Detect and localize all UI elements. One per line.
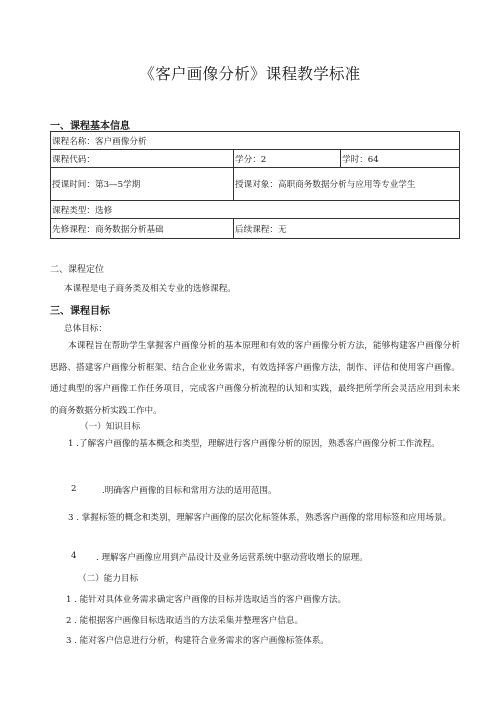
knowledge-item-1-text: 1 .了解客户画像的基本概念和类型，理解进行客户画像分析的原因，熟悉客户画像分析工作流程。 xyxy=(68,439,440,449)
knowledge-goal-heading: （一）知识目标 xyxy=(80,422,141,432)
course-name-cell: 课程名称：客户画像分析 xyxy=(52,136,147,147)
knowledge-item-1 xyxy=(50,434,460,456)
audience-cell: 授课对象：高职商务数据分析与应用等专业学生 xyxy=(233,168,459,200)
table-row xyxy=(51,201,459,219)
ability-item-1: 1 . 能针对具体业务需求确定客户画像的目标并选取适当的客户画像方法。 xyxy=(66,595,347,605)
course-code-cell: 课程代码： xyxy=(52,154,95,165)
knowledge-item-4-text: . 理解客户画像应用到产品设计及业务运营系统中驱动营收增长的原理。 xyxy=(96,553,368,563)
knowledge-item-4-number: 4 xyxy=(71,551,77,561)
table-row xyxy=(51,219,459,238)
overall-goal-paragraph xyxy=(50,336,460,422)
ability-item-3: 3 . 能对客户信息进行分析，构建符合业务需求的客户画像标签体系。 xyxy=(66,636,329,646)
course-info-table xyxy=(50,131,460,239)
credits-cell: 学分：2 xyxy=(233,150,340,167)
prerequisite-cell: 先修课程：商务数据分析基础 xyxy=(52,224,164,235)
table-row xyxy=(51,168,459,201)
term-cell: 授课时间：第3—5学期 xyxy=(52,180,141,190)
table-row xyxy=(51,132,459,150)
knowledge-item-2-number: 2 xyxy=(71,484,77,494)
section-heading-objectives: 三、课程目标 xyxy=(50,306,110,317)
course-type-cell: 课程类型：选修 xyxy=(52,205,113,216)
followup-course-cell: 后续课程：无 xyxy=(233,219,459,238)
positioning-text: 本课程是电子商务类及相关专业的选修课程。 xyxy=(64,284,236,294)
knowledge-item-2-text: .明确客户画像的目标和常用方法的适用范围。 xyxy=(102,486,277,496)
hours-cell: 学时：64 xyxy=(340,150,459,167)
knowledge-item-3-text: 3 . 掌握标签的概念和类别，理解客户画像的层次化标签体系，熟悉客户画像的常用标签和应用场景。 xyxy=(68,513,452,523)
ability-item-2: 2 . 能根据客户画像目标选取适当的方法采集并整理客户信息。 xyxy=(66,616,304,626)
table-row xyxy=(51,150,459,168)
section-heading-basic-info: 一、课程基本信息 xyxy=(50,121,130,132)
section-heading-positioning: 二、课程定位 xyxy=(50,265,105,275)
overall-goal-label: 总体目标： xyxy=(64,324,107,334)
knowledge-item-3 xyxy=(50,508,460,530)
ability-goal-heading: （二）能力目标 xyxy=(78,574,139,584)
overall-goal-text: 本课程旨在帮助学生掌握客户画像分析的基本原理和有效的客户画像分析方法，能够构建客户画像分析思路、搭建客户画像分析框架、结合企业业务需求，有效选择客户画像方法，制作、评估和使用客户画像。通过典型的客户画像工作任务项目，完成客户画像分析流程的认知和实践，最终把所学所会灵活应用到未来的商务数据分析实践工作中。 xyxy=(50,341,460,416)
document-title: 《客户画像分析》课程教学标准 xyxy=(139,65,361,83)
